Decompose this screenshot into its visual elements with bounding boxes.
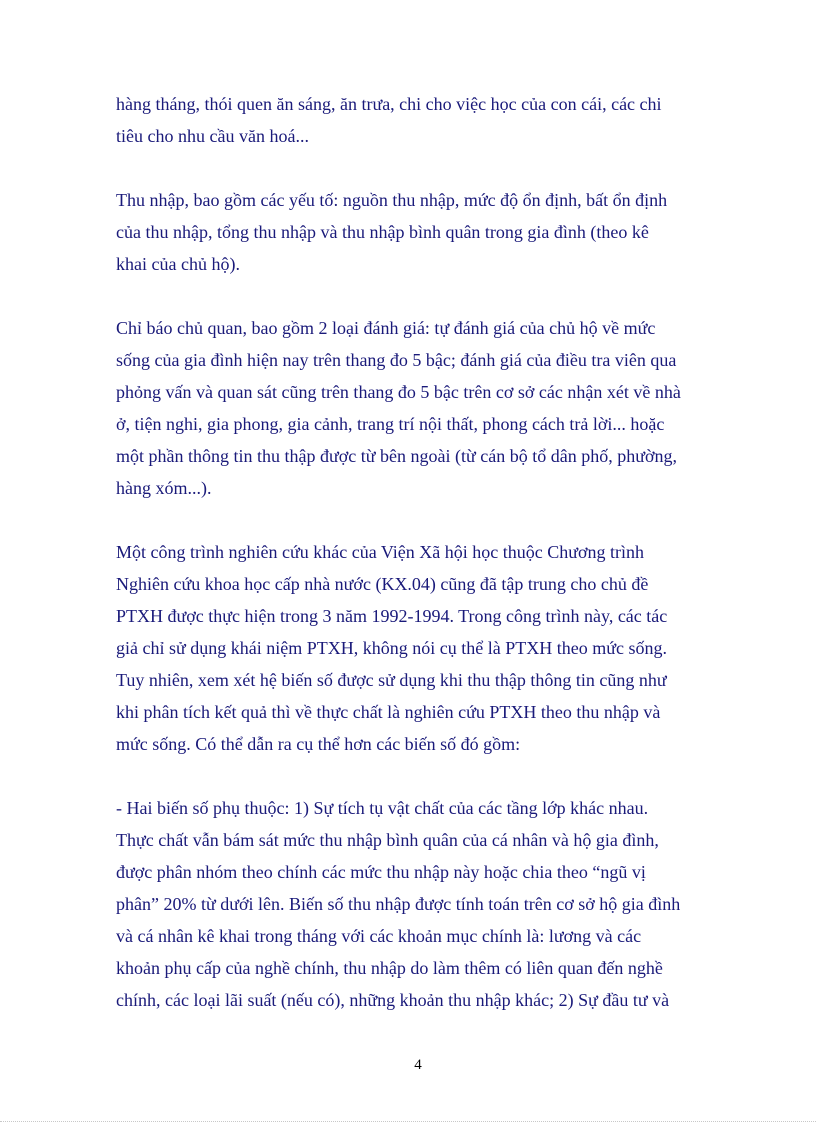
text-line: Thực chất vẫn bám sát mức thu nhập bình quân của cá nhân và hộ gia đình, (116, 830, 659, 850)
text-line: - Hai biến số phụ thuộc: 1) Sự tích tụ vật chất của các tầng lớp khác nhau. (116, 798, 649, 818)
paragraph-5 (116, 792, 726, 1016)
text-line: PTXH được thực hiện trong 3 năm 1992-1994. Trong công trình này, các tác (116, 606, 668, 626)
text-line: và cá nhân kê khai trong tháng với các khoản mục chính là: lương và các (116, 926, 642, 946)
text-line: Thu nhập, bao gồm các yếu tố: nguồn thu nhập, mức độ ổn định, bất ổn định (116, 190, 668, 210)
paragraph-4 (116, 536, 726, 760)
page-number: 4 (414, 1057, 422, 1073)
page-bottom-divider (0, 1121, 816, 1122)
text-line: chính, các loại lãi suất (nếu có), những khoản thu nhập khác; 2) Sự đầu tư và (116, 990, 670, 1010)
text-line: khai của chủ hộ). (116, 254, 240, 274)
text-line: Nghiên cứu khoa học cấp nhà nước (KX.04) cũng đã tập trung cho chủ đề (116, 574, 649, 594)
text-line: hàng xóm...). (116, 478, 212, 498)
text-line: được phân nhóm theo chính các mức thu nhập này hoặc chia theo “ngũ vị (116, 862, 646, 882)
text-line: Tuy nhiên, xem xét hệ biến số được sử dụng khi thu thập thông tin cũng như (116, 670, 667, 690)
body-text (116, 88, 726, 1048)
text-line: phân” 20% từ dưới lên. Biến số thu nhập được tính toán trên cơ sở hộ gia đình (116, 894, 681, 914)
text-line: Một công trình nghiên cứu khác của Viện Xã hội học thuộc Chương trình (116, 542, 645, 562)
text-line: ở, tiện nghi, gia phong, gia cảnh, trang trí nội thất, phong cách trả lời... hoặc (116, 414, 665, 434)
text-line: khoản phụ cấp của nghề chính, thu nhập do làm thêm có liên quan đến nghề (116, 958, 663, 978)
text-line: Chỉ báo chủ quan, bao gồm 2 loại đánh giá: tự đánh giá của chủ hộ về mức (116, 318, 656, 338)
text-line: sống của gia đình hiện nay trên thang đo 5 bậc; đánh giá của điều tra viên qua (116, 350, 677, 370)
text-line: phỏng vấn và quan sát cũng trên thang đo 5 bậc trên cơ sở các nhận xét về nhà (116, 382, 681, 402)
paragraph-2 (116, 184, 726, 280)
text-line: một phần thông tin thu thập được từ bên ngoài (từ cán bộ tổ dân phố, phường, (116, 446, 677, 466)
text-line: hàng tháng, thói quen ăn sáng, ăn trưa, chi cho việc học của con cái, các chi (116, 94, 662, 114)
paragraph-1 (116, 88, 726, 152)
text-line: tiêu cho nhu cầu văn hoá... (116, 126, 309, 146)
text-line: khi phân tích kết quả thì về thực chất là nghiên cứu PTXH theo thu nhập và (116, 702, 661, 722)
paragraph-3 (116, 312, 726, 504)
text-line: của thu nhập, tổng thu nhập và thu nhập bình quân trong gia đình (theo kê (116, 222, 649, 242)
text-line: mức sống. Có thể dẫn ra cụ thể hơn các biến số đó gồm: (116, 734, 521, 754)
text-line: giả chỉ sử dụng khái niệm PTXH, không nói cụ thể là PTXH theo mức sống. (116, 638, 667, 658)
